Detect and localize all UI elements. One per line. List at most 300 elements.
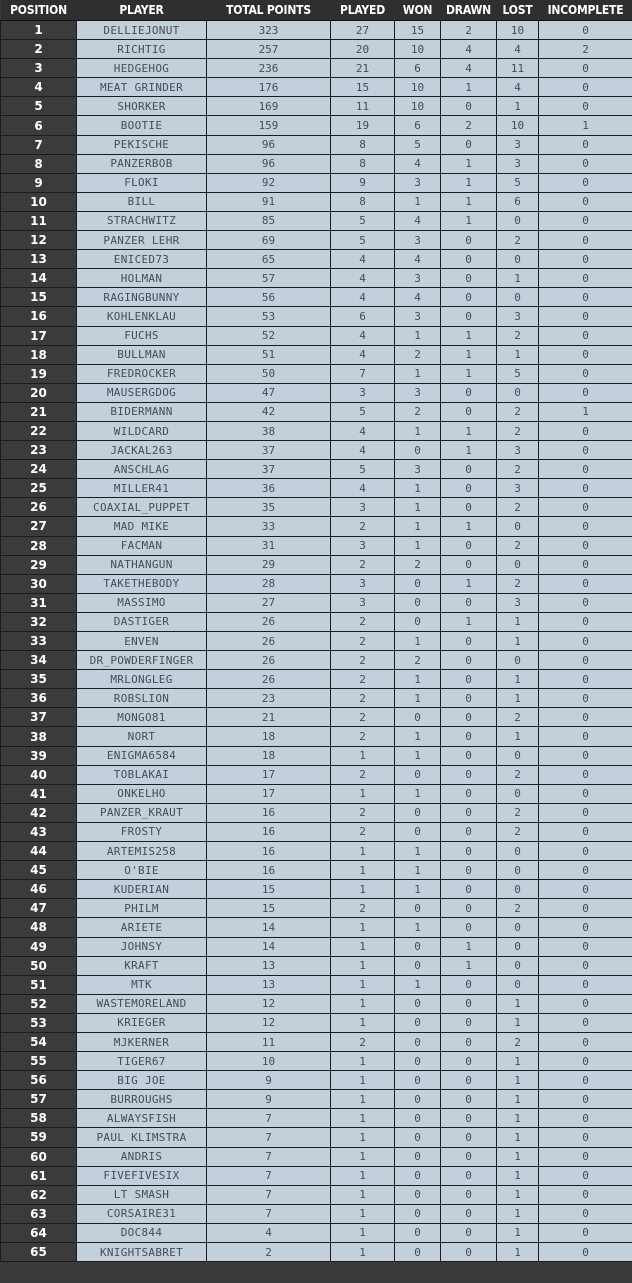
total-points-cell: 47 [207, 383, 331, 402]
player-cell: ENIGMA6584 [77, 746, 207, 765]
drawn-cell: 0 [441, 288, 497, 307]
lost-cell: 1 [497, 1071, 539, 1090]
played-cell: 4 [331, 326, 395, 345]
table-row [1, 1185, 632, 1204]
player-cell: BIG JOE [77, 1071, 207, 1090]
won-cell: 2 [395, 555, 441, 574]
total-points-cell: 21 [207, 708, 331, 727]
player-cell: MASSIMO [77, 593, 207, 612]
player-cell: NATHANGUN [77, 555, 207, 574]
drawn-cell: 0 [441, 1090, 497, 1109]
total-points-cell: 15 [207, 899, 331, 918]
total-points-cell: 50 [207, 364, 331, 383]
lost-cell: 2 [497, 899, 539, 918]
won-cell: 1 [395, 517, 441, 536]
total-points-cell: 37 [207, 460, 331, 479]
played-cell: 8 [331, 154, 395, 173]
drawn-cell: 0 [441, 307, 497, 326]
table-row [1, 154, 632, 173]
incomplete-cell: 0 [539, 880, 632, 899]
won-cell: 1 [395, 364, 441, 383]
lost-cell: 2 [497, 326, 539, 345]
table-row [1, 842, 632, 861]
table-row [1, 918, 632, 937]
lost-cell: 2 [497, 1032, 539, 1051]
incomplete-cell: 0 [539, 632, 632, 651]
lost-cell: 2 [497, 460, 539, 479]
played-cell: 1 [331, 1128, 395, 1147]
drawn-cell: 0 [441, 1013, 497, 1032]
drawn-cell: 0 [441, 1109, 497, 1128]
drawn-cell: 0 [441, 231, 497, 250]
drawn-cell: 1 [441, 421, 497, 440]
lost-cell: 0 [497, 842, 539, 861]
drawn-cell: 4 [441, 40, 497, 59]
table-row [1, 479, 632, 498]
incomplete-cell: 0 [539, 1147, 632, 1166]
won-cell: 1 [395, 536, 441, 555]
table-row [1, 994, 632, 1013]
position-cell: 20 [1, 383, 77, 402]
total-points-cell: 65 [207, 250, 331, 269]
incomplete-cell: 0 [539, 345, 632, 364]
total-points-cell: 28 [207, 574, 331, 593]
won-cell: 0 [395, 574, 441, 593]
won-cell: 2 [395, 402, 441, 421]
position-cell: 53 [1, 1013, 77, 1032]
position-cell: 65 [1, 1243, 77, 1262]
total-points-cell: 10 [207, 1052, 331, 1071]
played-cell: 19 [331, 116, 395, 135]
played-cell: 1 [331, 880, 395, 899]
table-row [1, 1013, 632, 1032]
table-row [1, 517, 632, 536]
drawn-cell: 1 [441, 937, 497, 956]
won-cell: 1 [395, 784, 441, 803]
incomplete-cell: 0 [539, 154, 632, 173]
position-cell: 58 [1, 1109, 77, 1128]
total-points-cell: 36 [207, 479, 331, 498]
total-points-cell: 91 [207, 192, 331, 211]
position-cell: 17 [1, 326, 77, 345]
total-points-cell: 16 [207, 842, 331, 861]
incomplete-cell: 0 [539, 593, 632, 612]
drawn-cell: 0 [441, 1147, 497, 1166]
won-cell: 0 [395, 612, 441, 631]
incomplete-cell: 0 [539, 822, 632, 841]
table-row [1, 784, 632, 803]
played-cell: 4 [331, 345, 395, 364]
won-cell: 0 [395, 899, 441, 918]
played-cell: 4 [331, 269, 395, 288]
drawn-cell: 1 [441, 517, 497, 536]
played-cell: 8 [331, 135, 395, 154]
played-cell: 2 [331, 899, 395, 918]
table-row [1, 421, 632, 440]
lost-cell: 0 [497, 211, 539, 230]
player-cell: TAKETHEBODY [77, 574, 207, 593]
incomplete-cell: 0 [539, 383, 632, 402]
total-points-cell: 51 [207, 345, 331, 364]
player-cell: BULLMAN [77, 345, 207, 364]
position-cell: 41 [1, 784, 77, 803]
incomplete-cell: 0 [539, 97, 632, 116]
lost-cell: 0 [497, 288, 539, 307]
incomplete-cell: 0 [539, 1128, 632, 1147]
player-cell: TOBLAKAI [77, 765, 207, 784]
player-cell: TIGER67 [77, 1052, 207, 1071]
won-cell: 0 [395, 593, 441, 612]
drawn-cell: 0 [441, 765, 497, 784]
total-points-cell: 14 [207, 918, 331, 937]
lost-cell: 0 [497, 784, 539, 803]
total-points-cell: 7 [207, 1204, 331, 1223]
won-cell: 4 [395, 250, 441, 269]
position-cell: 63 [1, 1204, 77, 1223]
won-cell: 2 [395, 651, 441, 670]
drawn-cell: 0 [441, 727, 497, 746]
total-points-cell: 26 [207, 651, 331, 670]
position-cell: 40 [1, 765, 77, 784]
position-cell: 30 [1, 574, 77, 593]
won-cell: 3 [395, 460, 441, 479]
drawn-cell: 0 [441, 880, 497, 899]
total-points-cell: 9 [207, 1071, 331, 1090]
table-row [1, 708, 632, 727]
lost-cell: 4 [497, 78, 539, 97]
total-points-cell: 18 [207, 746, 331, 765]
player-cell: DELLIEJONUT [77, 21, 207, 40]
won-cell: 0 [395, 1090, 441, 1109]
lost-cell: 6 [497, 192, 539, 211]
drawn-cell: 0 [441, 479, 497, 498]
lost-cell: 0 [497, 746, 539, 765]
player-cell: MRLONGLEG [77, 670, 207, 689]
incomplete-cell: 0 [539, 1223, 632, 1242]
lost-cell: 1 [497, 1223, 539, 1242]
player-cell: ONKELHO [77, 784, 207, 803]
played-cell: 7 [331, 364, 395, 383]
played-cell: 1 [331, 1052, 395, 1071]
player-cell: HOLMAN [77, 269, 207, 288]
played-cell: 4 [331, 441, 395, 460]
incomplete-cell: 0 [539, 307, 632, 326]
total-points-cell: 323 [207, 21, 331, 40]
total-points-cell: 9 [207, 1090, 331, 1109]
won-cell: 1 [395, 842, 441, 861]
lost-cell: 1 [497, 612, 539, 631]
drawn-cell: 1 [441, 78, 497, 97]
player-cell: CORSAIRE31 [77, 1204, 207, 1223]
position-cell: 16 [1, 307, 77, 326]
won-cell: 3 [395, 173, 441, 192]
incomplete-cell: 0 [539, 746, 632, 765]
incomplete-cell: 0 [539, 421, 632, 440]
total-points-cell: 12 [207, 994, 331, 1013]
incomplete-cell: 0 [539, 1013, 632, 1032]
won-cell: 4 [395, 211, 441, 230]
table-row [1, 402, 632, 421]
player-cell: KNIGHTSABRET [77, 1243, 207, 1262]
drawn-cell: 0 [441, 383, 497, 402]
player-cell: DOC844 [77, 1223, 207, 1242]
position-cell: 5 [1, 97, 77, 116]
played-cell: 5 [331, 460, 395, 479]
incomplete-cell: 0 [539, 842, 632, 861]
total-points-cell: 16 [207, 803, 331, 822]
incomplete-cell: 0 [539, 211, 632, 230]
position-cell: 42 [1, 803, 77, 822]
position-cell: 61 [1, 1166, 77, 1185]
lost-cell: 1 [497, 1052, 539, 1071]
incomplete-cell: 0 [539, 651, 632, 670]
won-cell: 0 [395, 1013, 441, 1032]
player-cell: MONGO81 [77, 708, 207, 727]
drawn-cell: 0 [441, 822, 497, 841]
header-player: PLAYER [77, 0, 207, 21]
position-cell: 3 [1, 59, 77, 78]
incomplete-cell: 0 [539, 498, 632, 517]
table-row [1, 555, 632, 574]
won-cell: 0 [395, 1128, 441, 1147]
played-cell: 4 [331, 250, 395, 269]
position-cell: 21 [1, 402, 77, 421]
won-cell: 1 [395, 498, 441, 517]
lost-cell: 2 [497, 708, 539, 727]
lost-cell: 3 [497, 307, 539, 326]
played-cell: 15 [331, 78, 395, 97]
total-points-cell: 4 [207, 1223, 331, 1242]
position-cell: 2 [1, 40, 77, 59]
incomplete-cell: 0 [539, 135, 632, 154]
won-cell: 1 [395, 192, 441, 211]
total-points-cell: 7 [207, 1109, 331, 1128]
player-cell: FROSTY [77, 822, 207, 841]
drawn-cell: 0 [441, 994, 497, 1013]
table-row [1, 574, 632, 593]
played-cell: 5 [331, 231, 395, 250]
player-cell: FUCHS [77, 326, 207, 345]
position-cell: 29 [1, 555, 77, 574]
played-cell: 1 [331, 784, 395, 803]
incomplete-cell: 0 [539, 975, 632, 994]
position-cell: 22 [1, 421, 77, 440]
incomplete-cell: 2 [539, 40, 632, 59]
position-cell: 36 [1, 689, 77, 708]
player-cell: WILDCARD [77, 421, 207, 440]
played-cell: 2 [331, 651, 395, 670]
lost-cell: 0 [497, 861, 539, 880]
total-points-cell: 7 [207, 1128, 331, 1147]
lost-cell: 1 [497, 1090, 539, 1109]
header-drawn: DRAWN [441, 0, 497, 21]
table-row [1, 173, 632, 192]
player-cell: BOOTIE [77, 116, 207, 135]
lost-cell: 2 [497, 822, 539, 841]
player-cell: NORT [77, 727, 207, 746]
position-cell: 15 [1, 288, 77, 307]
won-cell: 0 [395, 1032, 441, 1051]
drawn-cell: 0 [441, 402, 497, 421]
won-cell: 1 [395, 326, 441, 345]
lost-cell: 2 [497, 574, 539, 593]
drawn-cell: 1 [441, 211, 497, 230]
incomplete-cell: 0 [539, 899, 632, 918]
position-cell: 54 [1, 1032, 77, 1051]
player-cell: DR_POWDERFINGER [77, 651, 207, 670]
incomplete-cell: 0 [539, 1166, 632, 1185]
total-points-cell: 13 [207, 956, 331, 975]
player-cell: PHILM [77, 899, 207, 918]
drawn-cell: 0 [441, 1052, 497, 1071]
player-cell: ENVEN [77, 632, 207, 651]
player-cell: ANDRIS [77, 1147, 207, 1166]
won-cell: 3 [395, 307, 441, 326]
lost-cell: 2 [497, 421, 539, 440]
incomplete-cell: 0 [539, 1204, 632, 1223]
table-row [1, 135, 632, 154]
lost-cell: 3 [497, 479, 539, 498]
incomplete-cell: 0 [539, 803, 632, 822]
incomplete-cell: 0 [539, 536, 632, 555]
position-cell: 60 [1, 1147, 77, 1166]
position-cell: 18 [1, 345, 77, 364]
player-cell: BILL [77, 192, 207, 211]
played-cell: 1 [331, 1223, 395, 1242]
drawn-cell: 0 [441, 250, 497, 269]
drawn-cell: 0 [441, 784, 497, 803]
total-points-cell: 18 [207, 727, 331, 746]
won-cell: 0 [395, 708, 441, 727]
drawn-cell: 0 [441, 1128, 497, 1147]
player-cell: MJKERNER [77, 1032, 207, 1051]
drawn-cell: 1 [441, 364, 497, 383]
lost-cell: 0 [497, 651, 539, 670]
won-cell: 15 [395, 21, 441, 40]
drawn-cell: 4 [441, 59, 497, 78]
played-cell: 27 [331, 21, 395, 40]
incomplete-cell: 0 [539, 1243, 632, 1262]
drawn-cell: 0 [441, 1166, 497, 1185]
won-cell: 1 [395, 421, 441, 440]
lost-cell: 0 [497, 880, 539, 899]
played-cell: 1 [331, 1013, 395, 1032]
lost-cell: 1 [497, 1166, 539, 1185]
played-cell: 20 [331, 40, 395, 59]
total-points-cell: 17 [207, 765, 331, 784]
incomplete-cell: 0 [539, 689, 632, 708]
position-cell: 43 [1, 822, 77, 841]
position-cell: 45 [1, 861, 77, 880]
won-cell: 0 [395, 765, 441, 784]
player-cell: ANSCHLAG [77, 460, 207, 479]
table-row [1, 345, 632, 364]
won-cell: 0 [395, 1147, 441, 1166]
won-cell: 1 [395, 746, 441, 765]
drawn-cell: 0 [441, 918, 497, 937]
player-cell: WASTEMORELAND [77, 994, 207, 1013]
lost-cell: 1 [497, 1243, 539, 1262]
player-cell: FLOKI [77, 173, 207, 192]
header-total-points: TOTAL POINTS [207, 0, 331, 21]
player-cell: ROBSLION [77, 689, 207, 708]
position-cell: 25 [1, 479, 77, 498]
played-cell: 1 [331, 956, 395, 975]
incomplete-cell: 0 [539, 231, 632, 250]
table-row [1, 1090, 632, 1109]
played-cell: 8 [331, 192, 395, 211]
position-cell: 47 [1, 899, 77, 918]
player-cell: O'BIE [77, 861, 207, 880]
played-cell: 2 [331, 803, 395, 822]
incomplete-cell: 0 [539, 517, 632, 536]
player-cell: KUDERIAN [77, 880, 207, 899]
played-cell: 1 [331, 1147, 395, 1166]
position-cell: 39 [1, 746, 77, 765]
played-cell: 1 [331, 994, 395, 1013]
total-points-cell: 17 [207, 784, 331, 803]
incomplete-cell: 0 [539, 937, 632, 956]
played-cell: 2 [331, 689, 395, 708]
table-row [1, 40, 632, 59]
table-row [1, 59, 632, 78]
played-cell: 5 [331, 211, 395, 230]
total-points-cell: 23 [207, 689, 331, 708]
won-cell: 4 [395, 154, 441, 173]
incomplete-cell: 0 [539, 727, 632, 746]
player-cell: MILLER41 [77, 479, 207, 498]
table-body [1, 21, 632, 1262]
played-cell: 2 [331, 670, 395, 689]
won-cell: 0 [395, 1243, 441, 1262]
played-cell: 9 [331, 173, 395, 192]
incomplete-cell: 0 [539, 555, 632, 574]
played-cell: 1 [331, 1166, 395, 1185]
lost-cell: 2 [497, 402, 539, 421]
table-row [1, 1109, 632, 1128]
total-points-cell: 7 [207, 1147, 331, 1166]
lost-cell: 0 [497, 975, 539, 994]
won-cell: 1 [395, 880, 441, 899]
incomplete-cell: 1 [539, 402, 632, 421]
played-cell: 3 [331, 383, 395, 402]
drawn-cell: 0 [441, 1243, 497, 1262]
position-cell: 1 [1, 21, 77, 40]
drawn-cell: 0 [441, 842, 497, 861]
position-cell: 27 [1, 517, 77, 536]
lost-cell: 1 [497, 345, 539, 364]
played-cell: 1 [331, 975, 395, 994]
table-row [1, 21, 632, 40]
lost-cell: 1 [497, 97, 539, 116]
lost-cell: 1 [497, 269, 539, 288]
player-cell: FREDROCKER [77, 364, 207, 383]
header-lost: LOST [497, 0, 539, 21]
table-row [1, 612, 632, 631]
won-cell: 0 [395, 937, 441, 956]
table-row [1, 383, 632, 402]
won-cell: 1 [395, 975, 441, 994]
table-row [1, 765, 632, 784]
incomplete-cell: 0 [539, 250, 632, 269]
played-cell: 3 [331, 498, 395, 517]
played-cell: 2 [331, 708, 395, 727]
header-incomplete: INCOMPLETE [539, 0, 632, 21]
drawn-cell: 1 [441, 345, 497, 364]
player-cell: RAGINGBUNNY [77, 288, 207, 307]
position-cell: 49 [1, 937, 77, 956]
won-cell: 0 [395, 956, 441, 975]
